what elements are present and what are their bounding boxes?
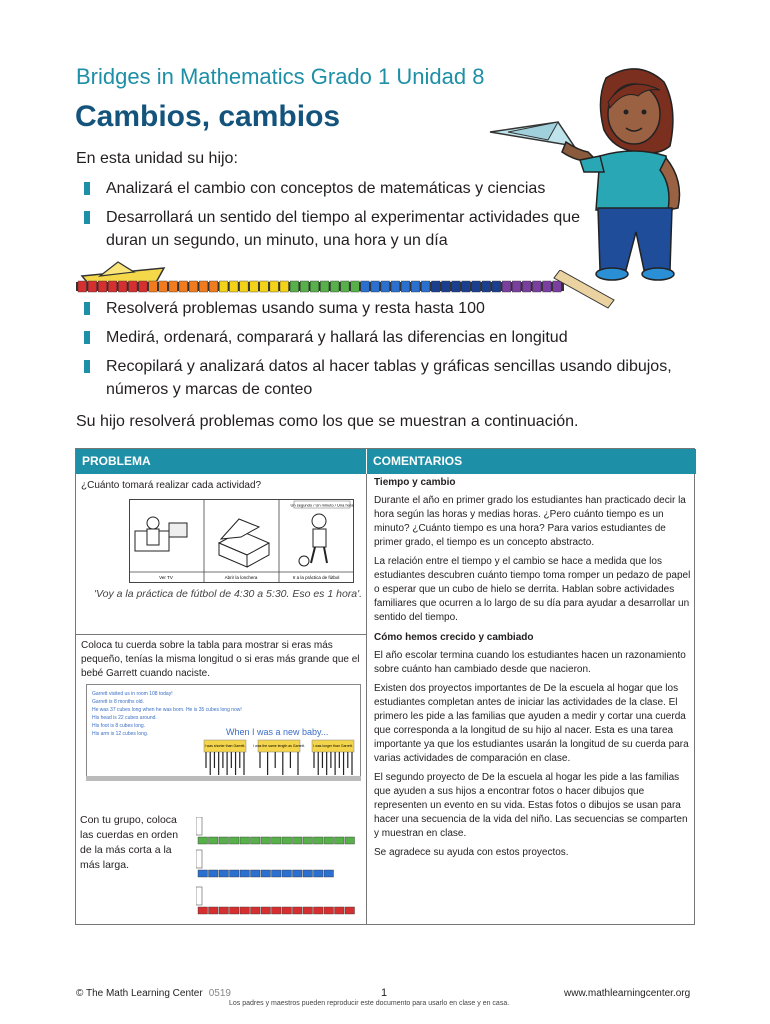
cube [314,907,324,914]
cube [512,281,521,292]
cube [209,281,218,292]
cube [209,837,219,844]
cube [280,281,289,292]
list-item [84,297,684,320]
cube [240,870,250,877]
cube [371,281,380,292]
caption-lunchbox: Abrir la lonchera [224,575,258,580]
cube [199,281,208,292]
cube [272,837,282,844]
cube [361,281,370,292]
cube [240,837,250,844]
board-line: He was 37 cubes long when he was born. He is 35 cubes long now! [92,707,242,713]
name-card [196,850,202,868]
problem2-task: Con tu grupo, coloca las cuerdas en orden de la más corta a la más larga. [80,814,179,871]
comments-column [374,477,692,865]
cube [251,907,261,914]
activity-panels-illustration [129,499,354,583]
problem2-text: Coloca tu cuerda sobre la tabla para mostrar si eras más pequeño, tenías la misma longitud o si eras más grande que el bebé Garrett cuando naciste. [81,640,360,679]
cube [230,907,240,914]
cube [139,281,148,292]
cube [198,870,208,877]
cube [293,907,303,914]
comments-paragraph: Existen dos proyectos importantes de De la escuela al hogar que los estudiantes completan antes de iniciar las actividades de la clase. El primero les pide a las familias que ayuden a medir y cortar una cuerda que corresponda a la longitud de su hijo al nacer. Esta es una tarea importante ya que los estudiantes usarán la longitud de su cuerda para varias actividades de comparación en clase. [374,683,689,764]
bullet-text: Recopilará y analizará datos al hacer tablas y gráficas sencillas usando dibujos, números y marcas de conteo [106,358,672,398]
cube [198,907,208,914]
cube [472,281,481,292]
cube [452,281,461,292]
cube [303,870,313,877]
cube [482,281,491,292]
cube [351,281,360,292]
footer-url[interactable]: www.mathlearningcenter.org [564,988,691,999]
cube [324,870,334,877]
cube [240,907,250,914]
cube [345,837,355,844]
list-item [84,355,684,401]
cube [314,870,324,877]
bullet-text: Resolverá problemas usando suma y resta hasta 100 [106,300,485,317]
bullet-marker [84,360,90,373]
cube [240,281,249,292]
whiteboard-illustration [86,684,361,784]
list-item [84,177,584,200]
cube-trains-illustration [196,817,361,922]
cube [293,837,303,844]
board-line: His foot is 8 cubes long. [92,723,146,729]
board-line: His arm is 12 cubes long. [92,731,149,737]
bullet-text: Analizará el cambio con conceptos de matemáticas y ciencias [106,180,546,197]
cube [492,281,501,292]
board-line: Garrett is 8 months old. [92,699,144,705]
cube [310,281,319,292]
name-card [196,887,202,905]
list-item [84,326,684,349]
comments-heading-growth: Cómo hemos crecido y cambiado [374,632,534,643]
cube [421,281,430,292]
cube [219,837,229,844]
bullet-text: Medirá, ordenará, comparará y hallará las diferencias en longitud [106,329,568,346]
comments-paragraph: Se agradece su ayuda con estos proyectos. [374,847,569,858]
footer-note: Los padres y maestros pueden reproducir este documento para usarlo en clase y en casa. [229,1000,510,1007]
board-line: Garrett visited us in room 108 today! [92,691,173,697]
cube [553,281,562,292]
cube [219,907,229,914]
unit-title: Bridges in Mathematics Grado 1 Unidad 8 [76,64,485,89]
comments-paragraph: El año escolar termina cuando los estudiantes hacen un razonamiento sobre cuánto han cambiado desde que nacieron. [374,650,686,675]
page-title: Cambios, cambios [75,100,341,133]
cube [198,837,208,844]
bullet-marker [84,211,90,224]
bullet-list-bottom [84,297,684,407]
paper-plane-icon [490,122,574,146]
cube [230,281,239,292]
cube [209,870,219,877]
cube [401,281,410,292]
cube [251,870,261,877]
cube [261,870,271,877]
board-card-shorter: I was shorter than Garrett. [204,744,246,748]
cube [209,907,219,914]
cube [533,281,542,292]
row-divider [76,634,366,635]
intro-text: En esta unidad su hijo: [76,150,238,167]
bullet-marker [84,331,90,344]
cube [219,870,229,877]
cube [411,281,420,292]
board-heading: When I was a new baby... [226,727,329,737]
cube [272,870,282,877]
cube [324,907,334,914]
comments-paragraph: Durante el año en primer grado los estudiantes han practicado decir la hora según las horas y medias horas. ¿Pero cuánto tiempo es un minuto? ¿Cuánto tiempo es una hora? Para varios estudiantes de primer grado, el tiempo es un concepto abstracto. [374,495,686,548]
bullet-text: Desarrollará un sentido del tiempo al experimentar actividades que duran un segundo, un minuto, una hora y un día [106,209,581,249]
problem1-quote: 'Voy a la práctica de fútbol de 4:30 a 5:30. Eso es 1 hora'. [94,588,363,600]
cube [108,281,117,292]
cube [391,281,400,292]
page-number: 1 [381,987,388,999]
board-line: His head is 22 cubes around. [92,715,157,721]
problem1-question: ¿Cuánto tomará realizar cada actividad? [81,480,262,491]
cube [251,837,261,844]
cube [543,281,552,292]
cube [149,281,158,292]
cube [169,281,178,292]
cube [98,281,107,292]
bullet-marker [84,302,90,315]
cube [303,907,313,914]
board-card-longer: I was longer than Garrett. [313,744,353,748]
document-code: 0519 [208,988,231,999]
cube [345,907,355,914]
caption-tv: Ver TV [159,575,173,580]
cube [230,837,240,844]
cube [320,281,329,292]
cube [179,281,188,292]
cube [303,837,313,844]
name-card [196,817,202,835]
copyright-text: © The Math Learning Center [76,988,203,999]
cube [282,907,292,914]
lead-text: Su hijo resolverá problemas como los que se muestran a continuación. [76,413,579,430]
problem-table [75,448,695,925]
cube [272,907,282,914]
cube [335,837,345,844]
cube [314,837,324,844]
cube [282,870,292,877]
cube [462,281,471,292]
list-item [84,206,584,252]
cube [230,870,240,877]
board-card-same: I was the same length as Garrett. [253,744,305,748]
cube [250,281,259,292]
panel-header: Un segundo / Un minuto / Una hora [290,502,354,508]
cube [324,837,334,844]
caption-soccer: Ir a la práctica de fútbol [292,575,340,580]
cube [270,281,279,292]
cube [261,907,271,914]
cube [381,281,390,292]
cube [335,907,345,914]
cube [261,837,271,844]
footer-copyright [76,988,231,999]
cube [341,281,350,292]
cube [88,281,97,292]
column-header-comments: COMENTARIOS [366,449,696,474]
cube [219,281,228,292]
cube [502,281,511,292]
cube [189,281,198,292]
cube [282,837,292,844]
cube [159,281,168,292]
comments-paragraph: La relación entre el tiempo y el cambio se hace a medida que los estudiantes descubren cuánto tiempo toma romper un pedazo de papel o esperar que un cubo de hielo se derrita. Hablan sobre actividades familiares que ocurren a lo largo de su día para ayudar a desarrollar un sentido del tiempo. [374,556,691,623]
cube [331,281,340,292]
column-header-problem: PROBLEMA [76,449,366,474]
cube [129,281,138,292]
comments-heading-time: Tiempo y cambio [374,477,456,488]
cube [442,281,451,292]
cube [293,870,303,877]
cube [300,281,309,292]
cube [78,281,87,292]
cube [522,281,531,292]
bullet-list-top [84,177,584,258]
bullet-marker [84,182,90,195]
cube [432,281,441,292]
column-divider [366,474,367,925]
cube [118,281,127,292]
cube [290,281,299,292]
cube [260,281,269,292]
comments-paragraph: El segundo proyecto de De la escuela al hogar les pide a las familias que ayuden a sus hijos a encontrar fotos o hacer dibujos que representen un evento en su vida. Estas fotos o dibujos se usan para hacer una secuencia de la vida del niño. Las secuencias se comparten y muestran en clase. [374,772,688,839]
